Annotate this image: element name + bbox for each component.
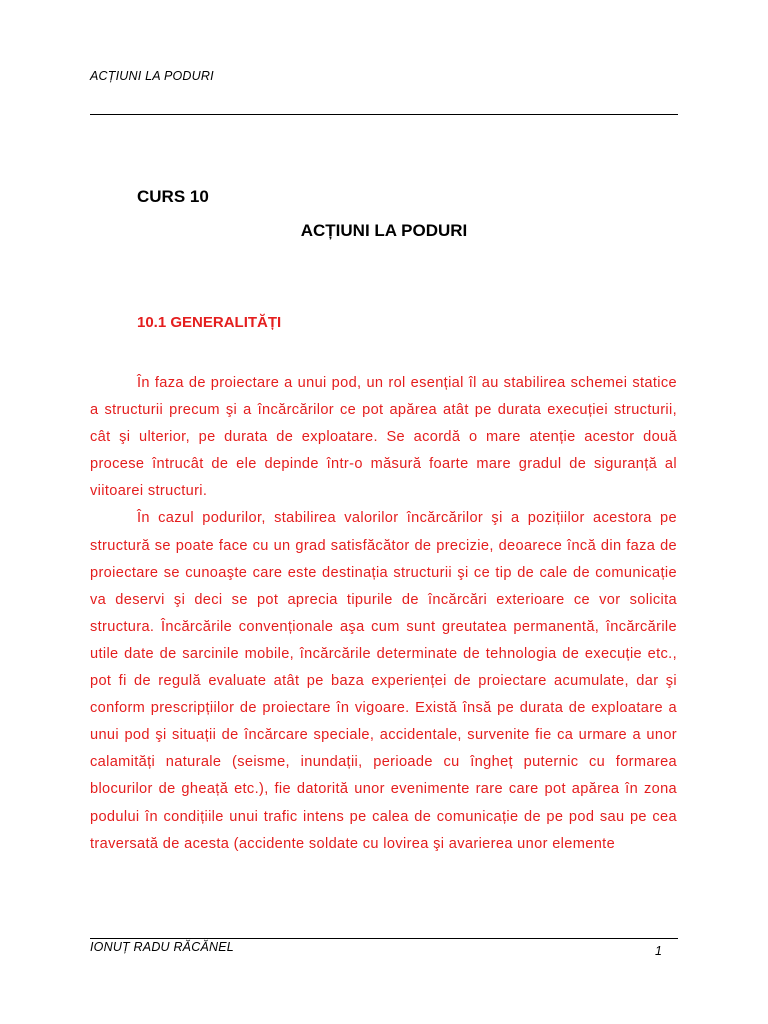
footer-author: IONUȚ RADU RĂCĂNEL — [90, 940, 234, 954]
header-divider — [90, 114, 678, 115]
section-heading: 10.1 GENERALITĂȚI — [137, 314, 282, 331]
chapter-title: ACȚIUNI LA PODURI — [300, 221, 468, 240]
paragraph: În faza de proiectare a unui pod, un rol esențial îl au stabilirea schemei statice a structurii precum şi a încărcărilor ce pot apărea atât pe durata execuției structurii, cât şi ulterior, pe durata de exploatare. Se acordă o mare atenție acestor două procese întrucât de ele depinde într-o măsură foarte mare gradul de siguranță al viitoarei structuri. — [90, 375, 677, 500]
paragraph: În cazul podurilor, stabilirea valorilor încărcărilor şi a pozițiilor acestora pe structură se poate face cu un grad satisfăcător de precizie, deoarece încă din faza de proiectare se cunoaşte care este destinația structurii şi ce tip de cale de comunicație va deservi şi deci se pot aprecia tipurile de încărcări exterioare ce vor solicita structura. Încărcările convenționale aşa cum sunt greutatea permanentă, încărcările utile date de sarcinile mobile, încărcările determinate de tehnologia de execuție etc., pot fi de regulă evaluate atât pe baza experienței de proiectare acumulate, dar şi conform prescripțiilor de proiectare în vigoare. Există însă pe durata de exploatare a unui pod şi situații de încărcare speciale, accidentale, survenite fie ca urmare a unor calamități naturale (seisme, inundații, perioade cu îngheț puternic cu formarea blocurilor de gheață etc.), fie datorită unor evenimente rare care pot apărea în zona podului în condițiile unui trafic intens pe calea de comunicație de pe pod sau pe cea traversată de acesta (accidente soldate cu lovirea şi avarierea unor elemente — [90, 510, 677, 852]
page-number: 1 — [655, 944, 662, 958]
body-text — [90, 370, 677, 858]
footer-divider — [90, 938, 678, 939]
course-label: CURS 10 — [137, 187, 209, 206]
running-header: ACȚIUNI LA PODURI — [90, 69, 214, 83]
